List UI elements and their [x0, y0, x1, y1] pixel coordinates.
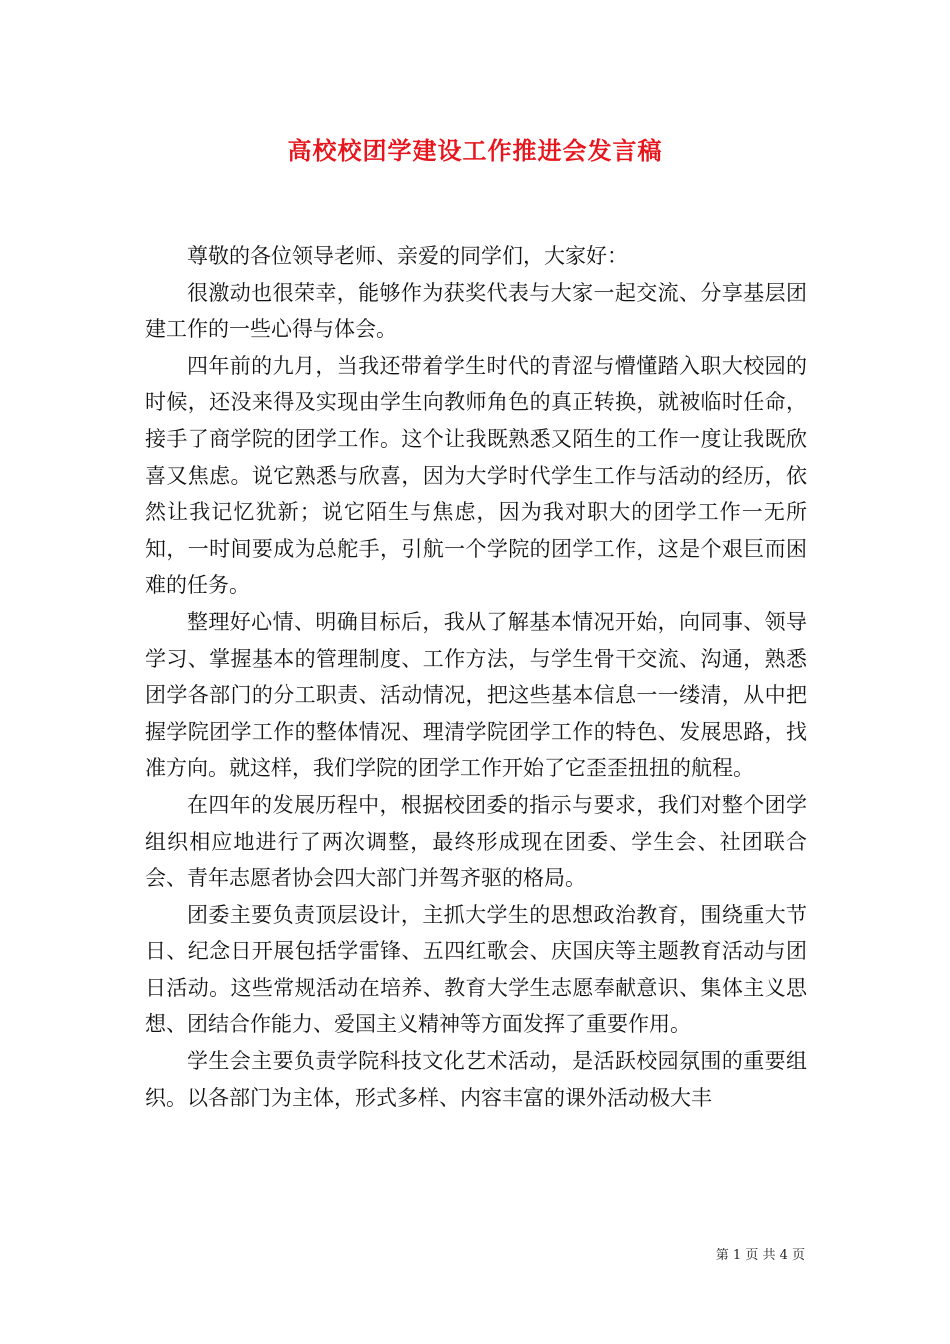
- paragraph: 团委主要负责顶层设计，主抓大学生的思想政治教育，围绕重大节日、纪念日开展包括学雷锋、五四红歌会、庆国庆等主题教育活动与团日活动。这些常规活动在培养、教育大学生志愿奉献意识、集体主义思想、团结合作能力、爱国主义精神等方面发挥了重要作用。: [145, 902, 807, 1037]
- paragraph-greeting: 尊敬的各位领导老师、亲爱的同学们，大家好：: [187, 244, 628, 268]
- paragraph: 在四年的发展历程中，根据校团委的指示与要求，我们对整个团学组织相应地进行了两次调整，最终形成现在团委、学生会、社团联合会、青年志愿者协会四大部门并驾齐驱的格局。: [145, 792, 807, 891]
- document-body: [145, 238, 807, 1116]
- paragraph: 学生会主要负责学院科技文化艺术活动，是活跃校园氛围的重要组织。以各部门为主体，形式多样、内容丰富的课外活动极大丰: [145, 1049, 807, 1110]
- page-number: 第 1 页 共 4 页: [715, 1248, 805, 1263]
- document-title: 高校校团学建设工作推进会发言稿: [287, 136, 663, 165]
- paragraph: 四年前的九月，当我还带着学生时代的青涩与懵懂踏入职大校园的时候，还没来得及实现由学生向教师角色的真正转换，就被临时任命，接手了商学院的团学工作。这个让我既熟悉又陌生的工作一度让我既欣喜又焦虑。说它熟悉与欣喜，因为大学时代学生工作与活动的经历，依然让我记忆犹新；说它陌生与焦虑，因为我对职大的团学工作一无所知，一时间要成为总舵手，引航一个学院的团学工作，这是个艰巨而困难的任务。: [145, 353, 807, 598]
- paragraph: 很激动也很荣幸，能够作为获奖代表与大家一起交流、分享基层团建工作的一些心得与体会。: [145, 280, 807, 342]
- paragraph: 整理好心情、明确目标后，我从了解基本情况开始，向同事、领导学习、掌握基本的管理制度、工作方法，与学生骨干交流、沟通，熟悉团学各部门的分工职责、活动情况，把这些基本信息一一缕清，从中把握学院团学工作的整体情况、理清学院团学工作的特色、发展思路，找准方向。就这样，我们学院的团学工作开始了它歪歪扭扭的航程。: [145, 609, 807, 781]
